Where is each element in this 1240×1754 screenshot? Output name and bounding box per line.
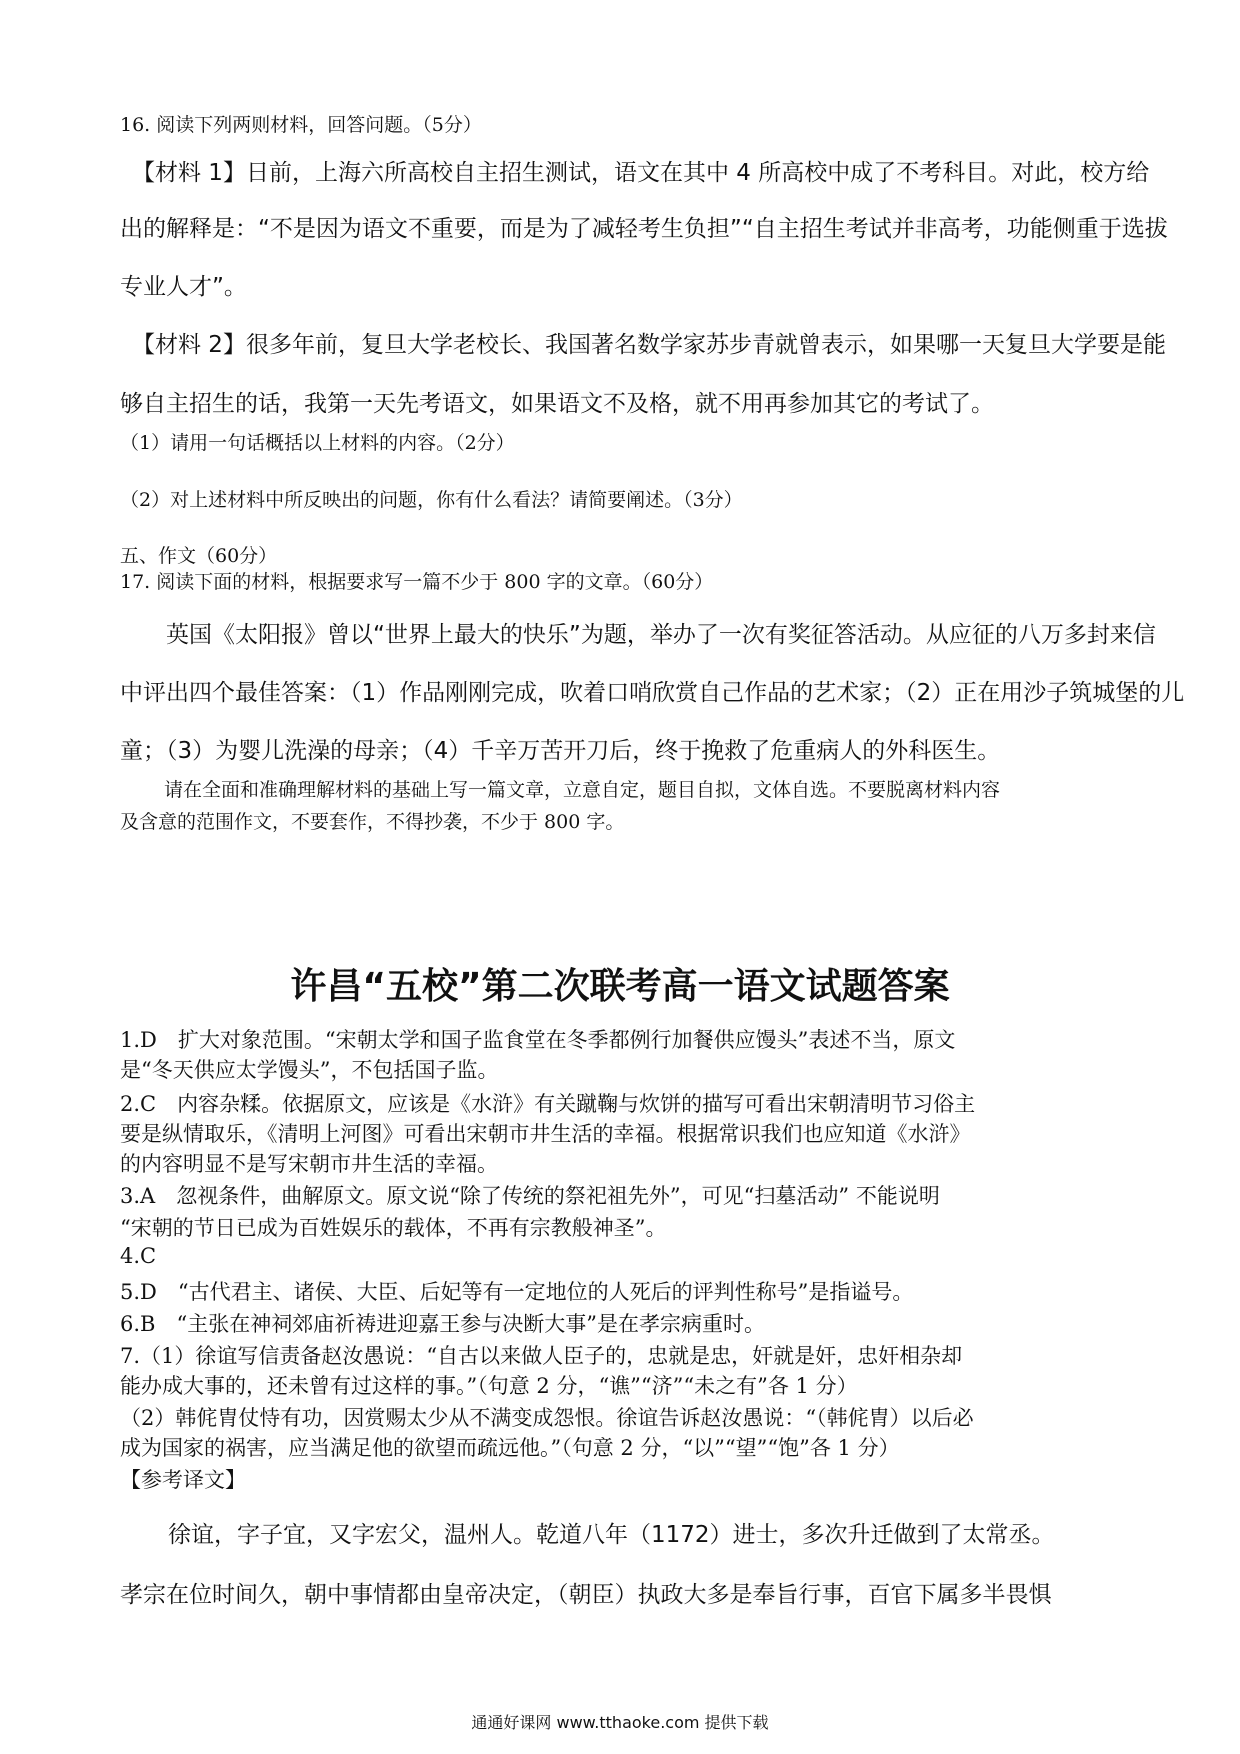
translation-line-2: 孝宗在位时间久，朝中事情都由皇帝决定，（朝臣）执政大多是奉旨行事，百官下属多半畏惧 <box>120 1582 1052 1608</box>
material-1-line-1: 【材料 1】日前，上海六所高校自主招生测试，语文在其中 4 所高校中成了不考科目。对此，校方给 <box>132 160 1150 186</box>
answer-line: 5.D “古代君主、诸侯、大臣、后妃等有一定地位的人死后的评判性称号”是指谥号。 <box>120 1280 914 1304</box>
answer-line: 是“冬天供应太学馒头”，不包括国子监。 <box>120 1058 499 1082</box>
material-2-line-1: 【材料 2】很多年前，复旦大学老校长、我国著名数学家苏步青就曾表示，如果哪一天复旦大学要是能 <box>132 332 1166 358</box>
material-1-line-3: 专业人才”。 <box>120 274 247 300</box>
material-2-line-2: 够自主招生的话，我第一天先考语文，如果语文不及格，就不用再参加其它的考试了。 <box>120 391 994 417</box>
answer-line: 7.（1）徐谊写信责备赵汝愚说：“自古以来做人臣子的，忠就是忠，奸就是奸，忠奸相杂却 <box>120 1344 963 1368</box>
question-16-sub-2: （2）对上述材料中所反映出的问题，你有什么看法？请简要阐述。（3分） <box>120 489 743 511</box>
answer-line: 2.C 内容杂糅。依据原文，应该是《水浒》有关蹴鞠与炊饼的描写可看出宋朝清明节习俗主 <box>120 1092 976 1116</box>
essay-requirement-line-2: 及含意的范围作文，不要套作，不得抄袭，不少于 800 字。 <box>120 811 625 833</box>
answer-line: 的内容明显不是写宋朝市井生活的幸福。 <box>120 1152 498 1176</box>
answer-line: 6.B “主张在神祠郊庙祈祷进迎嘉王参与决断大事”是在孝宗病重时。 <box>120 1312 765 1336</box>
material-1-line-2: 出的解释是：“不是因为语文不重要，而是为了减轻考生负担”“自主招生考试并非高考，功能侧重于选拔 <box>120 216 1168 242</box>
answer-key-title: 许昌“五校”第二次联考高一语文试题答案 <box>290 966 950 1007</box>
question-16-sub-1: （1）请用一句话概括以上材料的内容。（2分） <box>120 432 515 454</box>
answer-line: 要是纵情取乐，《清明上河图》可看出宋朝市井生活的幸福。根据常识我们也应知道《水浒》 <box>120 1122 971 1146</box>
footer-download-note: 通通好课网 www.tthaoke.com 提供下载 <box>471 1713 769 1732</box>
question-17-prompt: 17. 阅读下面的材料，根据要求写一篇不少于 800 字的文章。（60分） <box>120 571 714 593</box>
translation-line-1: 徐谊，字子宜，又字宏父，温州人。乾道八年（1172）进士，多次升迁做到了太常丞。 <box>168 1522 1055 1548</box>
essay-material-line-3: 童；（3）为婴儿洗澡的母亲；（4）千辛万苦开刀后，终于挽救了危重病人的外科医生。 <box>120 738 1001 764</box>
answer-line: 3.A 忽视条件，曲解原文。原文说“除了传统的祭祀祖先外”，可见“扫墓活动” 不能说明 <box>120 1184 940 1208</box>
section-5-heading: 五、作文（60分） <box>120 545 278 567</box>
essay-requirement-line-1: 请在全面和准确理解材料的基础上写一篇文章，立意自定，题目自拟，文体自选。不要脱离材料内容 <box>164 779 1001 801</box>
answer-line: 能办成大事的，还未曾有过这样的事。”（句意 2 分，“谯”“济”“未之有”各 1 分） <box>120 1374 858 1398</box>
answer-line: 4.C <box>120 1244 157 1268</box>
essay-material-line-1: 英国《太阳报》曾以“世界上最大的快乐”为题，举办了一次有奖征答活动。从应征的八万多封来信 <box>166 622 1156 648</box>
answer-line: 1.D 扩大对象范围。“宋朝太学和国子监食堂在冬季都例行加餐供应馒头”表述不当，原文 <box>120 1028 956 1052</box>
answer-line: “宋朝的节日已成为百姓娱乐的载体，不再有宗教般神圣”。 <box>120 1216 667 1240</box>
reference-translation-heading: 【参考译文】 <box>120 1468 246 1492</box>
essay-material-line-2: 中评出四个最佳答案：（1）作品刚刚完成，吹着口哨欣赏自己作品的艺术家；（2）正在用沙子筑城堡的儿 <box>120 680 1185 706</box>
question-16-prompt: 16. 阅读下列两则材料，回答问题。（5分） <box>120 114 482 136</box>
answer-line: （2）韩侂胄仗恃有功，因赏赐太少从不满变成怨恨。徐谊告诉赵汝愚说：“（韩侂胄）以后必 <box>120 1406 974 1430</box>
answer-line: 成为国家的祸害，应当满足他的欲望而疏远他。”（句意 2 分，“以”“望”“饱”各 1 分） <box>120 1436 900 1460</box>
